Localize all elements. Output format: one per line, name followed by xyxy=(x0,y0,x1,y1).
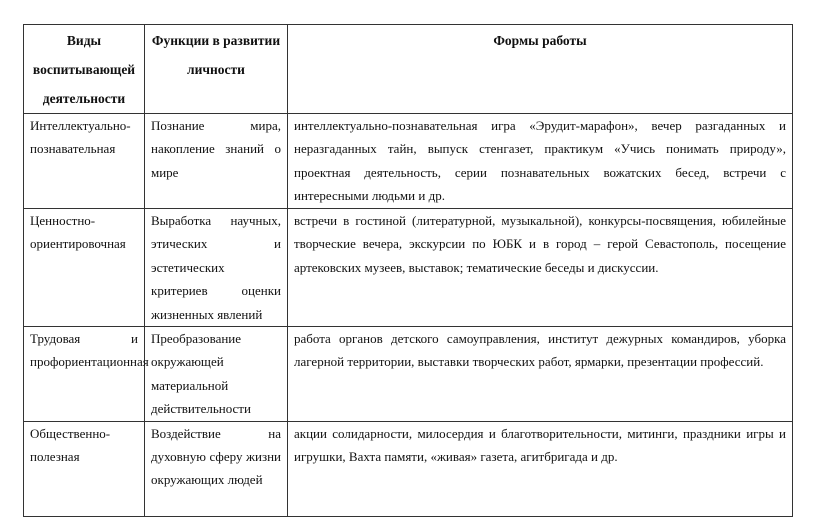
row-forms: акции солидарности, милосердия и благотворительности, митинги, праздники игры и игрушки, Вахта памяти, «живая» газета, агитбригада и др. xyxy=(288,421,793,516)
table-row xyxy=(24,327,793,422)
header-activity-type: Виды воспитывающей деятельности xyxy=(24,25,145,114)
row-function: Преобразование окружающей материальной действительности xyxy=(145,327,288,422)
row-function: Выработка научных, этических и эстетических критериев оценки жизненных явлений xyxy=(145,209,288,327)
table-row xyxy=(24,209,793,327)
header-function: Функции в развитии личности xyxy=(145,25,288,114)
row-activity-type: Ценностно-ориентировочная xyxy=(24,209,145,327)
row-forms: встречи в гостиной (литературной, музыкальной), конкурсы-посвящения, юбилейные творческие вечера, экскурсии по ЮБК и в город – герой Севастополь, посещение артековских музеев, выставок; тематические беседы и дискуссии. xyxy=(288,209,793,327)
activities-table xyxy=(23,24,793,517)
row-forms: интеллектуально-познавательная игра «Эрудит-марафон», вечер разгаданных и неразгаданных тайн, выпуск стенгазет, практикум «Учись понимать природу», проектная деятельность, серии познавательных вожатских бесед, встречи с интересными людьми и др. xyxy=(288,114,793,209)
table-row xyxy=(24,114,793,209)
table-row xyxy=(24,421,793,516)
row-activity-type: Интеллектуально-познавательная xyxy=(24,114,145,209)
row-forms: работа органов детского самоуправления, институт дежурных командиров, уборка лагерной территории, выставки творческих работ, ярмарки, презентации профессий. xyxy=(288,327,793,422)
row-function: Познание мира, накопление знаний о мире xyxy=(145,114,288,209)
row-activity-type: Трудовая и профориентационная xyxy=(24,327,145,422)
header-forms: Формы работы xyxy=(288,25,793,114)
row-function: Воздействие на духовную сферу жизни окружающих людей xyxy=(145,421,288,516)
row-activity-type: Общественно-полезная xyxy=(24,421,145,516)
table-header-row xyxy=(24,25,793,114)
